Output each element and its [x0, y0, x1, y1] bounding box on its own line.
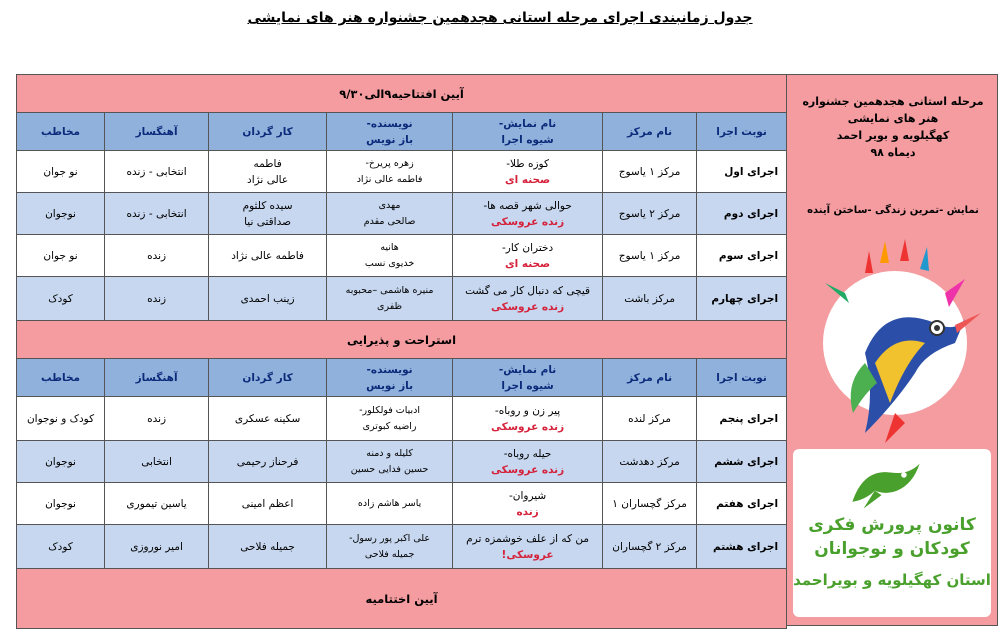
center-cell: مرکز گچساران ۱ — [603, 483, 697, 525]
center-cell: مرکز ۲ یاسوج — [603, 193, 697, 235]
header-director: کار گردان — [242, 371, 293, 384]
header-composer: آهنگساز — [135, 125, 178, 138]
header-center: نام مرکز — [627, 125, 673, 138]
header-composer: آهنگساز — [135, 371, 178, 384]
slot-cell: اجرای دوم — [697, 193, 787, 235]
writer-cell — [327, 441, 453, 483]
page-title: جدول زمانبندی اجرای مرحله استانی هجدهمین جشنواره هنر های نمایشی — [247, 10, 753, 26]
writer-name: هانیه — [380, 241, 399, 253]
director-name: سکینه عسکری — [234, 412, 301, 425]
play-name: شیروان- — [508, 489, 547, 502]
writer-name-2: راضیه کبوتری — [362, 420, 417, 432]
performance-style: عروسکی! — [501, 548, 554, 561]
play-name: حوالی شهر قصه ها- — [483, 199, 572, 212]
column-header-center — [603, 113, 697, 151]
audience-cell: نو جوان — [17, 151, 105, 193]
director-name: فرحناز رحیمی — [236, 455, 299, 468]
column-header-audience — [17, 359, 105, 397]
header-slot: نوبت اجرا — [716, 371, 767, 384]
director-cell — [209, 193, 327, 235]
writer-cell — [327, 193, 453, 235]
writer-name-2: صالحی مقدم — [363, 215, 416, 227]
header-audience: مخاطب — [41, 125, 81, 138]
composer-cell: یاسین تیموری — [105, 483, 209, 525]
header-center: نام مرکز — [627, 371, 673, 384]
composer-cell: امیر نوروزی — [105, 525, 209, 569]
director-name: زینب احمدی — [240, 292, 295, 305]
audience-cell: کودک و نوجوان — [17, 397, 105, 441]
slot-cell: اجرای ششم — [697, 441, 787, 483]
writer-name-2: ظفری — [377, 300, 403, 312]
director-name-2: عالی نژاد — [247, 173, 289, 186]
center-cell: مرکز دهدشت — [603, 441, 697, 483]
festival-bird-logo — [805, 233, 983, 453]
header-slot: نوبت اجرا — [716, 125, 767, 138]
slot-cell: اجرای هشتم — [697, 525, 787, 569]
header-play: نام نمایش- — [498, 117, 557, 130]
festival-line-2: هنر های نمایشی — [847, 112, 939, 125]
closing-ceremony-row: آیین اختتامیه — [17, 569, 787, 629]
slot-cell: اجرای چهارم — [697, 277, 787, 321]
column-header-composer — [105, 113, 209, 151]
play-cell — [453, 151, 603, 193]
director-name-2: صداقتی نیا — [244, 215, 292, 228]
column-header-writer — [327, 359, 453, 397]
writer-cell — [327, 397, 453, 441]
audience-cell: نوجوان — [17, 441, 105, 483]
performance-style: صحنه ای — [504, 173, 551, 186]
kanoon-line-2: کودکان و نوجوانان — [814, 539, 970, 559]
director-cell — [209, 441, 327, 483]
intermission-row: استراحت و پذیرایی — [17, 321, 787, 359]
writer-name-2: فاطمه عالی نژاد — [356, 173, 423, 185]
festival-line-3: کهگیلویه و بویر احمد — [836, 129, 950, 142]
center-cell: مرکز ۱ یاسوج — [603, 151, 697, 193]
director-cell — [209, 525, 327, 569]
director-cell — [209, 277, 327, 321]
center-cell: مرکز ۱ یاسوج — [603, 235, 697, 277]
table-row — [17, 151, 787, 193]
slot-cell: اجرای پنجم — [697, 397, 787, 441]
audience-cell: نوجوان — [17, 483, 105, 525]
performance-style: زنده عروسکی — [490, 215, 565, 228]
play-name: دختران کار- — [502, 241, 554, 254]
writer-cell — [327, 277, 453, 321]
composer-cell: زنده — [105, 235, 209, 277]
schedule-table — [16, 74, 787, 629]
director-cell — [209, 151, 327, 193]
kanoon-logo-box — [793, 449, 991, 617]
column-header-play — [453, 359, 603, 397]
play-cell — [453, 525, 603, 569]
writer-name: زهره پریرخ- — [365, 157, 414, 169]
play-cell — [453, 441, 603, 483]
writer-name: منیره هاشمی –محبوبه — [345, 284, 434, 296]
writer-name: مهدی — [378, 199, 401, 211]
table-row — [17, 193, 787, 235]
writer-cell — [327, 151, 453, 193]
column-header-slot — [697, 113, 787, 151]
composer-cell: زنده — [105, 397, 209, 441]
table-row — [17, 525, 787, 569]
opening-ceremony-row: آیین افتتاحیه۹الی۹/۳۰ — [17, 75, 787, 113]
audience-cell: کودک — [17, 525, 105, 569]
column-header-play — [453, 113, 603, 151]
play-cell — [453, 483, 603, 525]
performance-style: زنده — [516, 505, 539, 518]
slot-cell: اجرای هفتم — [697, 483, 787, 525]
writer-cell — [327, 483, 453, 525]
play-name: پیر زن و روباه- — [494, 404, 561, 417]
play-cell — [453, 193, 603, 235]
kanoon-logo-icon — [841, 457, 931, 513]
composer-cell: انتخابی — [105, 441, 209, 483]
writer-name: علی اکبر پور رسول- — [349, 532, 431, 544]
column-header-composer — [105, 359, 209, 397]
composer-cell: زنده — [105, 277, 209, 321]
table-row — [17, 397, 787, 441]
header-play_sub: شیوه اجرا — [501, 133, 554, 146]
play-name: قیچی که دنبال کار می گشت — [465, 284, 591, 297]
kanoon-line-3: استان کهگیلویه و بویراحمد — [793, 571, 991, 589]
writer-name: کلیله و دمنه — [366, 447, 413, 459]
header-play_sub: شیوه اجرا — [501, 379, 554, 392]
play-name: من که از علف خوشمزه ترم — [466, 532, 589, 545]
center-cell: مرکز باشت — [603, 277, 697, 321]
audience-cell: کودک — [17, 277, 105, 321]
performance-style: زنده عروسکی — [490, 420, 565, 433]
performance-style: صحنه ای — [504, 257, 551, 270]
writer-name: ادبیات فولکلور- — [359, 404, 421, 416]
header-writer: نویسنده- — [366, 117, 413, 130]
play-cell — [453, 235, 603, 277]
column-header-center — [603, 359, 697, 397]
column-header-audience — [17, 113, 105, 151]
table-row — [17, 277, 787, 321]
audience-cell: نوجوان — [17, 193, 105, 235]
director-cell — [209, 483, 327, 525]
table-row — [17, 235, 787, 277]
header-writer: نویسنده- — [366, 363, 413, 376]
festival-sidebar — [786, 74, 998, 626]
writer-cell — [327, 235, 453, 277]
composer-cell: انتخابی - زنده — [105, 151, 209, 193]
director-name: فاطمه عالی نژاد — [231, 249, 304, 262]
festival-theme: نمایش -تمرین زندگی -ساختن آینده — [807, 205, 979, 216]
header-director: کار گردان — [242, 125, 293, 138]
table-row — [17, 483, 787, 525]
play-name: کوزه طلا- — [506, 157, 549, 170]
writer-name-2: حسین فدایی حسین — [350, 463, 429, 475]
director-name: جمیله فلاحی — [240, 540, 295, 553]
play-cell — [453, 397, 603, 441]
composer-cell: انتخابی - زنده — [105, 193, 209, 235]
slot-cell: اجرای اول — [697, 151, 787, 193]
column-header-director — [209, 359, 327, 397]
header-play: نام نمایش- — [498, 363, 557, 376]
column-header-slot — [697, 359, 787, 397]
festival-line-1: مرحله استانی هجدهمین جشنواره — [802, 95, 984, 108]
director-name: سیده کلثوم — [242, 199, 293, 212]
header-writer_sub: باز نویس — [366, 379, 414, 392]
header-writer_sub: باز نویس — [366, 133, 414, 146]
kanoon-line-1: کانون پرورش فکری — [808, 515, 976, 535]
column-header-writer — [327, 113, 453, 151]
director-cell — [209, 235, 327, 277]
director-name: اعظم امینی — [241, 497, 294, 510]
audience-cell: نو جوان — [17, 235, 105, 277]
play-name: حیله روباه- — [503, 447, 552, 460]
festival-date: دیماه ۹۸ — [870, 146, 916, 159]
table-row — [17, 441, 787, 483]
writer-name-2: خدیوی نسب — [364, 257, 415, 269]
column-header-director — [209, 113, 327, 151]
header-row — [17, 359, 787, 397]
writer-cell — [327, 525, 453, 569]
header-audience: مخاطب — [41, 371, 81, 384]
play-cell — [453, 277, 603, 321]
director-cell — [209, 397, 327, 441]
performance-style: زنده عروسکی — [490, 300, 565, 313]
slot-cell: اجرای سوم — [697, 235, 787, 277]
center-cell: مرکز ۲ گچساران — [603, 525, 697, 569]
director-name: فاطمه — [253, 157, 282, 170]
festival-info — [787, 93, 999, 161]
writer-name-2: جمیله فلاحی — [364, 548, 415, 560]
header-row — [17, 113, 787, 151]
writer-name: یاسر هاشم زاده — [357, 497, 422, 509]
center-cell: مرکز لنده — [603, 397, 697, 441]
performance-style: زنده عروسکی — [490, 463, 565, 476]
